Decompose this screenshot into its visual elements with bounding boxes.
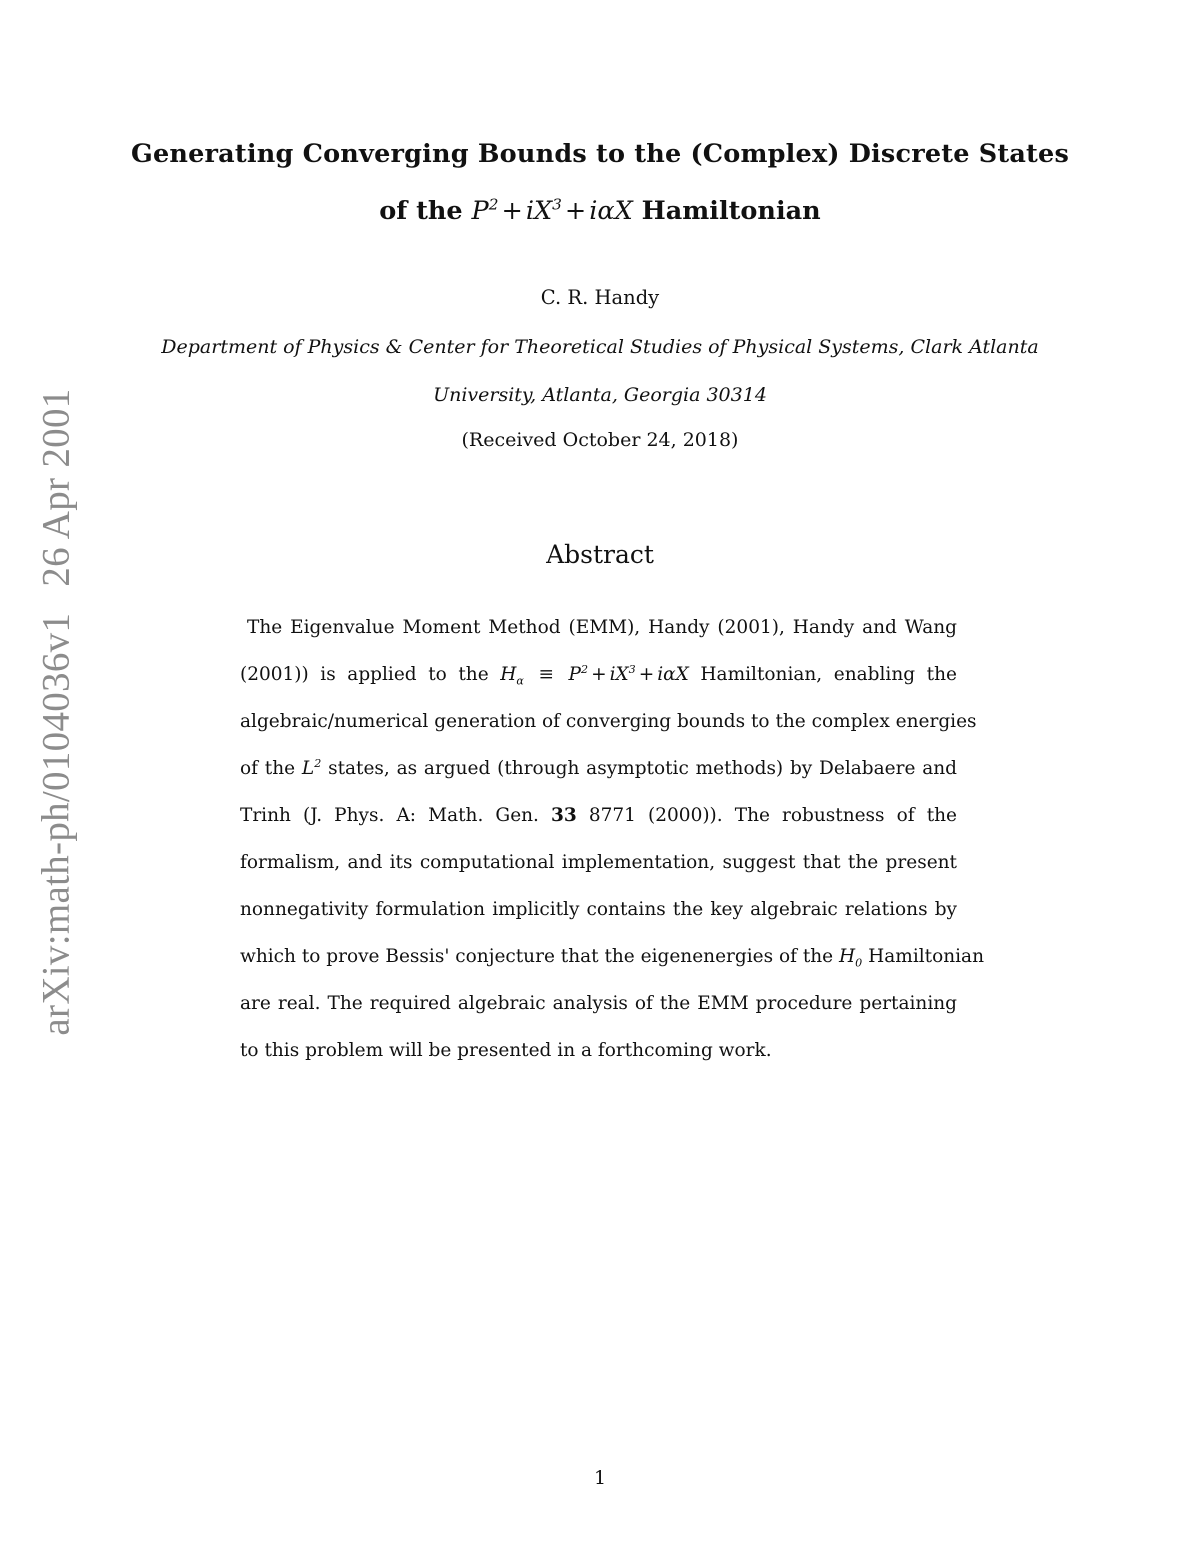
arxiv-id: arXiv:math-ph/0104036v1 <box>34 612 78 1036</box>
h0-symbol: $H_0$ <box>839 946 863 970</box>
abstract-line: formalism, and its computational implementation, suggest that the present <box>240 852 957 873</box>
abstract-line: which to prove Bessis' conjecture that the eigenenergies of the $H_0$ Hamiltonian <box>240 946 984 970</box>
abstract-line: are real. The required algebraic analysis of the EMM procedure pertaining <box>240 993 957 1014</box>
affiliation-line-2: University, Atlanta, Georgia 30314 <box>433 384 767 406</box>
title-formula: $P^2 + iX^3 + i\alpha X$ <box>471 195 633 226</box>
abstract-line: nonnegativity formulation implicitly contains the key algebraic relations by <box>240 899 957 920</box>
abstract-line: Trinh (J. Phys. A: Math. Gen. 33 8771 (2000)). The robustness of the <box>240 805 957 826</box>
hamiltonian-formula: $H_\alpha \equiv P^2 + iX^3 + i\alpha X$ <box>500 662 689 688</box>
arxiv-side-stamp <box>34 388 79 1035</box>
title-prefix: of the <box>379 196 463 226</box>
page-number: 1 <box>593 1467 607 1489</box>
paper-title-line-2 <box>0 195 1200 227</box>
title-suffix: Hamiltonian <box>641 196 821 226</box>
l2-symbol: $L^2$ <box>301 756 322 779</box>
abstract-line: The Eigenvalue Moment Method (EMM), Handy (2001), Handy and Wang <box>247 617 957 638</box>
abstract-line: (2001)) is applied to the $H_\alpha \equiv P^2 + iX^3 + i\alpha X$ Hamiltonian, enabling the <box>240 662 957 688</box>
abstract-line: of the $L^2$ states, as argued (through asymptotic methods) by Delabaere and <box>240 756 957 779</box>
received-date: (Received October 24, 2018) <box>461 429 739 451</box>
abstract-heading: Abstract <box>546 540 654 569</box>
abstract-line: algebraic/numerical generation of converging bounds to the complex energies <box>240 711 977 732</box>
abstract-line: to this problem will be presented in a forthcoming work. <box>240 1040 772 1061</box>
affiliation-line-1: Department of Physics & Center for Theoretical Studies of Physical Systems, Clark Atlanta <box>161 336 1039 358</box>
arxiv-date: 26 Apr 2001 <box>34 388 78 587</box>
volume-number: 33 <box>551 805 577 826</box>
author-name: C. R. Handy <box>540 286 660 309</box>
abstract-body <box>240 614 984 1084</box>
paper-title-line-1: Generating Converging Bounds to the (Complex) Discrete States <box>130 139 1070 169</box>
